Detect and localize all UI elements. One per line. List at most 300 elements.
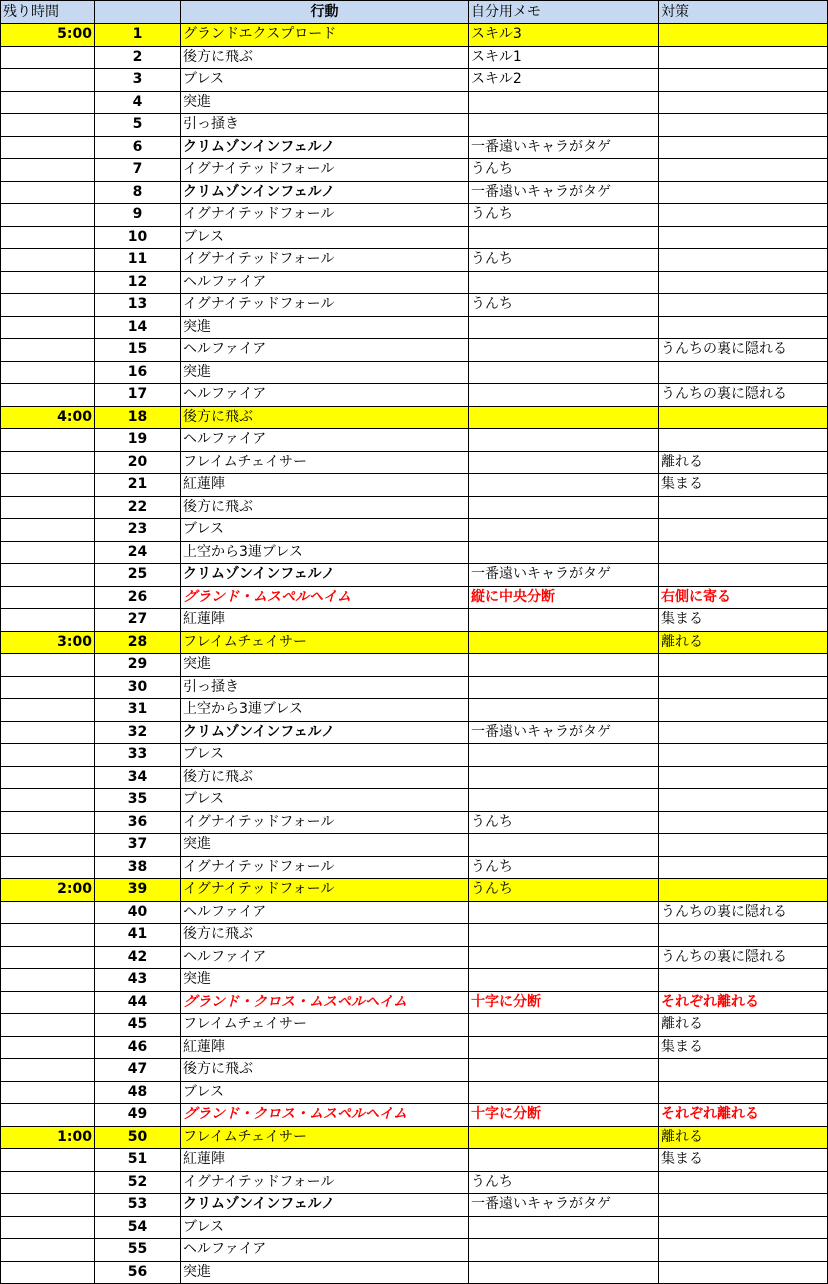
cell-memo[interactable]: 一番遠いキャラがタゲ (469, 181, 659, 204)
cell-time[interactable] (1, 721, 95, 744)
cell-counter[interactable]: うんちの裏に隠れる (659, 901, 828, 924)
cell-counter[interactable] (659, 361, 828, 384)
cell-memo[interactable] (469, 519, 659, 542)
cell-time[interactable] (1, 519, 95, 542)
cell-memo[interactable] (469, 271, 659, 294)
cell-action[interactable]: ブレス (181, 1216, 469, 1239)
cell-number[interactable]: 33 (95, 744, 181, 767)
table-row (1, 384, 828, 407)
cell-action[interactable]: 突進 (181, 969, 469, 992)
cell-time[interactable] (1, 924, 95, 947)
table-row (1, 1059, 828, 1082)
cell-time[interactable] (1, 91, 95, 114)
cell-time[interactable]: 4:00 (1, 406, 95, 429)
cell-number[interactable]: 52 (95, 1171, 181, 1194)
cell-counter[interactable]: 集まる (659, 474, 828, 497)
cell-number[interactable]: 44 (95, 991, 181, 1014)
cell-number[interactable]: 10 (95, 226, 181, 249)
table-row (1, 271, 828, 294)
cell-memo[interactable]: スキル1 (469, 46, 659, 69)
cell-counter[interactable] (659, 1059, 828, 1082)
cell-time[interactable] (1, 969, 95, 992)
cell-time[interactable] (1, 1194, 95, 1217)
cell-number[interactable]: 48 (95, 1081, 181, 1104)
cell-counter[interactable] (659, 24, 828, 47)
cell-counter[interactable]: 離れる (659, 451, 828, 474)
cell-action[interactable]: イグナイテッドフォール (181, 811, 469, 834)
cell-number[interactable]: 15 (95, 339, 181, 362)
cell-counter[interactable] (659, 181, 828, 204)
cell-number[interactable]: 6 (95, 136, 181, 159)
cell-number[interactable]: 26 (95, 586, 181, 609)
cell-time[interactable] (1, 361, 95, 384)
cell-number[interactable]: 14 (95, 316, 181, 339)
cell-memo[interactable] (469, 789, 659, 812)
table-row (1, 519, 828, 542)
cell-number[interactable]: 49 (95, 1104, 181, 1127)
cell-time[interactable] (1, 1216, 95, 1239)
cell-counter[interactable] (659, 1261, 828, 1284)
cell-number[interactable]: 27 (95, 609, 181, 632)
cell-time[interactable] (1, 136, 95, 159)
cell-counter[interactable] (659, 1216, 828, 1239)
cell-memo[interactable] (469, 1261, 659, 1284)
cell-number[interactable]: 36 (95, 811, 181, 834)
cell-action[interactable]: ヘルファイア (181, 946, 469, 969)
cell-memo[interactable] (469, 924, 659, 947)
cell-counter[interactable] (659, 676, 828, 699)
cell-time[interactable] (1, 451, 95, 474)
cell-number[interactable]: 5 (95, 114, 181, 137)
cell-action[interactable]: 後方に飛ぶ (181, 766, 469, 789)
cell-memo[interactable] (469, 1014, 659, 1037)
cell-time[interactable] (1, 541, 95, 564)
cell-counter[interactable] (659, 744, 828, 767)
cell-time[interactable] (1, 946, 95, 969)
cell-memo[interactable] (469, 834, 659, 857)
header-counter[interactable]: 対策 (659, 1, 828, 24)
cell-time[interactable] (1, 114, 95, 137)
cell-time[interactable] (1, 271, 95, 294)
cell-action[interactable]: ブレス (181, 789, 469, 812)
header-time[interactable]: 残り時間 (1, 1, 95, 24)
cell-time[interactable] (1, 69, 95, 92)
cell-time[interactable] (1, 654, 95, 677)
cell-number[interactable]: 3 (95, 69, 181, 92)
cell-time[interactable] (1, 249, 95, 272)
cell-action[interactable]: イグナイテッドフォール (181, 204, 469, 227)
cell-action[interactable]: グランド・ムスペルヘイム (181, 586, 469, 609)
cell-action[interactable]: フレイムチェイサー (181, 1014, 469, 1037)
cell-counter[interactable] (659, 969, 828, 992)
cell-action[interactable]: 突進 (181, 361, 469, 384)
cell-action[interactable]: 後方に飛ぶ (181, 1059, 469, 1082)
cell-time[interactable] (1, 339, 95, 362)
cell-memo[interactable] (469, 474, 659, 497)
cell-memo[interactable]: うんち (469, 294, 659, 317)
cell-memo[interactable]: うんち (469, 879, 659, 902)
cell-number[interactable]: 54 (95, 1216, 181, 1239)
cell-memo[interactable] (469, 654, 659, 677)
cell-memo[interactable] (469, 699, 659, 722)
cell-counter[interactable] (659, 564, 828, 587)
cell-counter[interactable] (659, 406, 828, 429)
cell-action[interactable]: フレイムチェイサー (181, 451, 469, 474)
cell-counter[interactable] (659, 496, 828, 519)
table-row (1, 91, 828, 114)
cell-action[interactable]: ヘルファイア (181, 271, 469, 294)
cell-counter[interactable] (659, 789, 828, 812)
cell-number[interactable]: 11 (95, 249, 181, 272)
cell-action[interactable]: クリムゾンインフェルノ (181, 564, 469, 587)
cell-memo[interactable] (469, 1126, 659, 1149)
cell-time[interactable] (1, 586, 95, 609)
cell-action[interactable]: グランドエクスプロード (181, 24, 469, 47)
table-row (1, 901, 828, 924)
cell-memo[interactable] (469, 429, 659, 452)
cell-number[interactable]: 30 (95, 676, 181, 699)
cell-time[interactable] (1, 181, 95, 204)
cell-counter[interactable]: うんちの裏に隠れる (659, 946, 828, 969)
cell-memo[interactable]: うんち (469, 204, 659, 227)
cell-counter[interactable] (659, 879, 828, 902)
cell-counter[interactable] (659, 294, 828, 317)
table-row (1, 946, 828, 969)
cell-action[interactable]: 突進 (181, 834, 469, 857)
cell-action[interactable]: 突進 (181, 1261, 469, 1284)
cell-number[interactable]: 1 (95, 24, 181, 47)
cell-time[interactable] (1, 609, 95, 632)
cell-number[interactable]: 32 (95, 721, 181, 744)
cell-number[interactable]: 19 (95, 429, 181, 452)
cell-counter[interactable] (659, 834, 828, 857)
cell-memo[interactable]: 一番遠いキャラがタゲ (469, 136, 659, 159)
cell-action[interactable]: 後方に飛ぶ (181, 406, 469, 429)
cell-time[interactable] (1, 46, 95, 69)
table-body (1, 24, 828, 1284)
header-memo[interactable]: 自分用メモ (469, 1, 659, 24)
cell-memo[interactable] (469, 766, 659, 789)
cell-counter[interactable]: 離れる (659, 631, 828, 654)
cell-action[interactable]: フレイムチェイサー (181, 631, 469, 654)
cell-action[interactable]: 後方に飛ぶ (181, 924, 469, 947)
cell-number[interactable]: 8 (95, 181, 181, 204)
table-row (1, 856, 828, 879)
cell-number[interactable]: 29 (95, 654, 181, 677)
cell-counter[interactable]: 離れる (659, 1014, 828, 1037)
cell-counter[interactable] (659, 766, 828, 789)
cell-memo[interactable] (469, 1081, 659, 1104)
cell-time[interactable] (1, 1014, 95, 1037)
cell-counter[interactable] (659, 316, 828, 339)
cell-time[interactable] (1, 991, 95, 1014)
cell-action[interactable]: クリムゾンインフェルノ (181, 1194, 469, 1217)
cell-time[interactable] (1, 1059, 95, 1082)
cell-memo[interactable]: 縦に中央分断 (469, 586, 659, 609)
cell-time[interactable] (1, 834, 95, 857)
cell-number[interactable]: 31 (95, 699, 181, 722)
cell-number[interactable]: 21 (95, 474, 181, 497)
cell-number[interactable]: 17 (95, 384, 181, 407)
header-number[interactable] (95, 1, 181, 24)
cell-counter[interactable] (659, 699, 828, 722)
cell-counter[interactable] (659, 204, 828, 227)
cell-action[interactable]: ヘルファイア (181, 339, 469, 362)
cell-action[interactable]: 上空から3連ブレス (181, 541, 469, 564)
cell-counter[interactable]: うんちの裏に隠れる (659, 384, 828, 407)
cell-counter[interactable] (659, 91, 828, 114)
cell-counter[interactable] (659, 46, 828, 69)
cell-counter[interactable] (659, 159, 828, 182)
cell-action[interactable]: クリムゾンインフェルノ (181, 181, 469, 204)
cell-number[interactable]: 39 (95, 879, 181, 902)
cell-counter[interactable] (659, 249, 828, 272)
cell-action[interactable]: ヘルファイア (181, 429, 469, 452)
table-row (1, 564, 828, 587)
cell-memo[interactable]: うんち (469, 249, 659, 272)
cell-time[interactable] (1, 204, 95, 227)
cell-action[interactable]: 引っ掻き (181, 676, 469, 699)
cell-number[interactable]: 24 (95, 541, 181, 564)
cell-memo[interactable] (469, 91, 659, 114)
cell-number[interactable]: 47 (95, 1059, 181, 1082)
cell-time[interactable]: 5:00 (1, 24, 95, 47)
cell-memo[interactable] (469, 609, 659, 632)
cell-time[interactable]: 2:00 (1, 879, 95, 902)
cell-counter[interactable] (659, 1171, 828, 1194)
cell-memo[interactable] (469, 339, 659, 362)
table-row (1, 631, 828, 654)
cell-time[interactable] (1, 564, 95, 587)
cell-number[interactable]: 35 (95, 789, 181, 812)
cell-counter[interactable] (659, 654, 828, 677)
cell-action[interactable]: 紅蓮陣 (181, 474, 469, 497)
cell-time[interactable] (1, 1036, 95, 1059)
cell-memo[interactable] (469, 1239, 659, 1262)
cell-number[interactable]: 18 (95, 406, 181, 429)
cell-counter[interactable] (659, 1081, 828, 1104)
cell-action[interactable]: 上空から3連ブレス (181, 699, 469, 722)
cell-memo[interactable] (469, 226, 659, 249)
cell-time[interactable] (1, 474, 95, 497)
cell-number[interactable]: 55 (95, 1239, 181, 1262)
cell-memo[interactable]: スキル3 (469, 24, 659, 47)
cell-action[interactable]: グランド・クロス・ムスペルヘイム (181, 991, 469, 1014)
cell-time[interactable] (1, 1104, 95, 1127)
cell-number[interactable]: 12 (95, 271, 181, 294)
cell-action[interactable]: 突進 (181, 91, 469, 114)
cell-memo[interactable] (469, 744, 659, 767)
cell-counter[interactable] (659, 429, 828, 452)
cell-number[interactable]: 50 (95, 1126, 181, 1149)
cell-action[interactable]: 紅蓮陣 (181, 1036, 469, 1059)
cell-action[interactable]: ブレス (181, 744, 469, 767)
cell-counter[interactable]: 右側に寄る (659, 586, 828, 609)
cell-memo[interactable] (469, 1036, 659, 1059)
table-row (1, 361, 828, 384)
cell-number[interactable]: 56 (95, 1261, 181, 1284)
cell-number[interactable]: 46 (95, 1036, 181, 1059)
cell-counter[interactable]: 集まる (659, 609, 828, 632)
cell-counter[interactable]: それぞれ離れる (659, 1104, 828, 1127)
cell-memo[interactable]: 十字に分断 (469, 991, 659, 1014)
table-header (1, 1, 828, 24)
cell-number[interactable]: 2 (95, 46, 181, 69)
cell-time[interactable] (1, 429, 95, 452)
cell-time[interactable] (1, 766, 95, 789)
cell-action[interactable]: 突進 (181, 316, 469, 339)
cell-counter[interactable]: それぞれ離れる (659, 991, 828, 1014)
cell-time[interactable] (1, 811, 95, 834)
cell-action[interactable]: ヘルファイア (181, 384, 469, 407)
cell-action[interactable]: 後方に飛ぶ (181, 496, 469, 519)
cell-number[interactable]: 43 (95, 969, 181, 992)
cell-time[interactable] (1, 676, 95, 699)
cell-memo[interactable]: うんち (469, 1171, 659, 1194)
cell-time[interactable] (1, 226, 95, 249)
cell-action[interactable]: ブレス (181, 519, 469, 542)
cell-memo[interactable] (469, 451, 659, 474)
cell-memo[interactable]: 一番遠いキャラがタゲ (469, 721, 659, 744)
cell-time[interactable] (1, 294, 95, 317)
cell-action[interactable]: 紅蓮陣 (181, 1149, 469, 1172)
cell-action[interactable]: ブレス (181, 1081, 469, 1104)
cell-counter[interactable] (659, 811, 828, 834)
cell-memo[interactable] (469, 969, 659, 992)
cell-number[interactable]: 4 (95, 91, 181, 114)
cell-action[interactable]: ブレス (181, 226, 469, 249)
cell-action[interactable]: イグナイテッドフォール (181, 856, 469, 879)
cell-number[interactable]: 42 (95, 946, 181, 969)
cell-memo[interactable] (469, 1059, 659, 1082)
cell-time[interactable] (1, 789, 95, 812)
cell-action[interactable]: 突進 (181, 654, 469, 677)
cell-time[interactable] (1, 1239, 95, 1262)
cell-number[interactable]: 25 (95, 564, 181, 587)
cell-counter[interactable] (659, 541, 828, 564)
cell-time[interactable]: 3:00 (1, 631, 95, 654)
cell-time[interactable] (1, 856, 95, 879)
cell-time[interactable] (1, 159, 95, 182)
cell-counter[interactable] (659, 114, 828, 137)
cell-time[interactable] (1, 1171, 95, 1194)
cell-action[interactable]: クリムゾンインフェルノ (181, 136, 469, 159)
cell-action[interactable]: 後方に飛ぶ (181, 46, 469, 69)
cell-memo[interactable] (469, 541, 659, 564)
cell-number[interactable]: 41 (95, 924, 181, 947)
cell-number[interactable]: 9 (95, 204, 181, 227)
cell-action[interactable]: ヘルファイア (181, 1239, 469, 1262)
cell-number[interactable]: 16 (95, 361, 181, 384)
cell-memo[interactable] (469, 676, 659, 699)
cell-memo[interactable] (469, 1149, 659, 1172)
cell-counter[interactable]: 集まる (659, 1149, 828, 1172)
cell-memo[interactable] (469, 1216, 659, 1239)
cell-memo[interactable]: スキル2 (469, 69, 659, 92)
cell-memo[interactable] (469, 361, 659, 384)
cell-memo[interactable]: うんち (469, 856, 659, 879)
cell-memo[interactable]: 一番遠いキャラがタゲ (469, 1194, 659, 1217)
cell-memo[interactable] (469, 406, 659, 429)
cell-number[interactable]: 20 (95, 451, 181, 474)
cell-counter[interactable] (659, 136, 828, 159)
cell-counter[interactable] (659, 924, 828, 947)
table-row (1, 429, 828, 452)
cell-number[interactable]: 38 (95, 856, 181, 879)
cell-action[interactable]: イグナイテッドフォール (181, 294, 469, 317)
cell-counter[interactable] (659, 721, 828, 744)
cell-time[interactable] (1, 384, 95, 407)
cell-number[interactable]: 53 (95, 1194, 181, 1217)
cell-memo[interactable]: 十字に分断 (469, 1104, 659, 1127)
cell-action[interactable]: ヘルファイア (181, 901, 469, 924)
cell-time[interactable] (1, 699, 95, 722)
cell-number[interactable]: 28 (95, 631, 181, 654)
cell-action[interactable]: イグナイテッドフォール (181, 1171, 469, 1194)
cell-number[interactable]: 13 (95, 294, 181, 317)
cell-time[interactable] (1, 1081, 95, 1104)
cell-time[interactable] (1, 1261, 95, 1284)
cell-time[interactable] (1, 496, 95, 519)
cell-number[interactable]: 34 (95, 766, 181, 789)
cell-action[interactable]: クリムゾンインフェルノ (181, 721, 469, 744)
cell-memo[interactable] (469, 496, 659, 519)
cell-number[interactable]: 23 (95, 519, 181, 542)
cell-number[interactable]: 22 (95, 496, 181, 519)
cell-memo[interactable] (469, 384, 659, 407)
cell-action[interactable]: イグナイテッドフォール (181, 249, 469, 272)
cell-counter[interactable] (659, 856, 828, 879)
cell-number[interactable]: 51 (95, 1149, 181, 1172)
cell-time[interactable] (1, 1149, 95, 1172)
cell-memo[interactable] (469, 901, 659, 924)
cell-number[interactable]: 40 (95, 901, 181, 924)
cell-time[interactable] (1, 744, 95, 767)
cell-number[interactable]: 45 (95, 1014, 181, 1037)
cell-memo[interactable] (469, 114, 659, 137)
table-row (1, 609, 828, 632)
cell-memo[interactable] (469, 631, 659, 654)
cell-counter[interactable] (659, 1194, 828, 1217)
cell-memo[interactable]: うんち (469, 159, 659, 182)
cell-time[interactable] (1, 316, 95, 339)
cell-counter[interactable] (659, 1239, 828, 1262)
cell-time[interactable] (1, 901, 95, 924)
cell-time[interactable]: 1:00 (1, 1126, 95, 1149)
cell-action[interactable]: グランド・クロス・ムスペルヘイム (181, 1104, 469, 1127)
header-action[interactable]: 行動 (181, 1, 469, 24)
cell-counter[interactable]: うんちの裏に隠れる (659, 339, 828, 362)
cell-action[interactable]: 紅蓮陣 (181, 609, 469, 632)
cell-counter[interactable] (659, 69, 828, 92)
cell-memo[interactable] (469, 946, 659, 969)
cell-number[interactable]: 7 (95, 159, 181, 182)
cell-action[interactable]: ブレス (181, 69, 469, 92)
cell-counter[interactable]: 集まる (659, 1036, 828, 1059)
cell-counter[interactable] (659, 271, 828, 294)
cell-number[interactable]: 37 (95, 834, 181, 857)
cell-counter[interactable] (659, 226, 828, 249)
cell-counter[interactable] (659, 519, 828, 542)
cell-memo[interactable]: 一番遠いキャラがタゲ (469, 564, 659, 587)
cell-counter[interactable]: 離れる (659, 1126, 828, 1149)
cell-memo[interactable]: うんち (469, 811, 659, 834)
cell-action[interactable]: イグナイテッドフォール (181, 159, 469, 182)
cell-action[interactable]: 引っ掻き (181, 114, 469, 137)
cell-action[interactable]: イグナイテッドフォール (181, 879, 469, 902)
cell-action[interactable]: フレイムチェイサー (181, 1126, 469, 1149)
cell-memo[interactable] (469, 316, 659, 339)
